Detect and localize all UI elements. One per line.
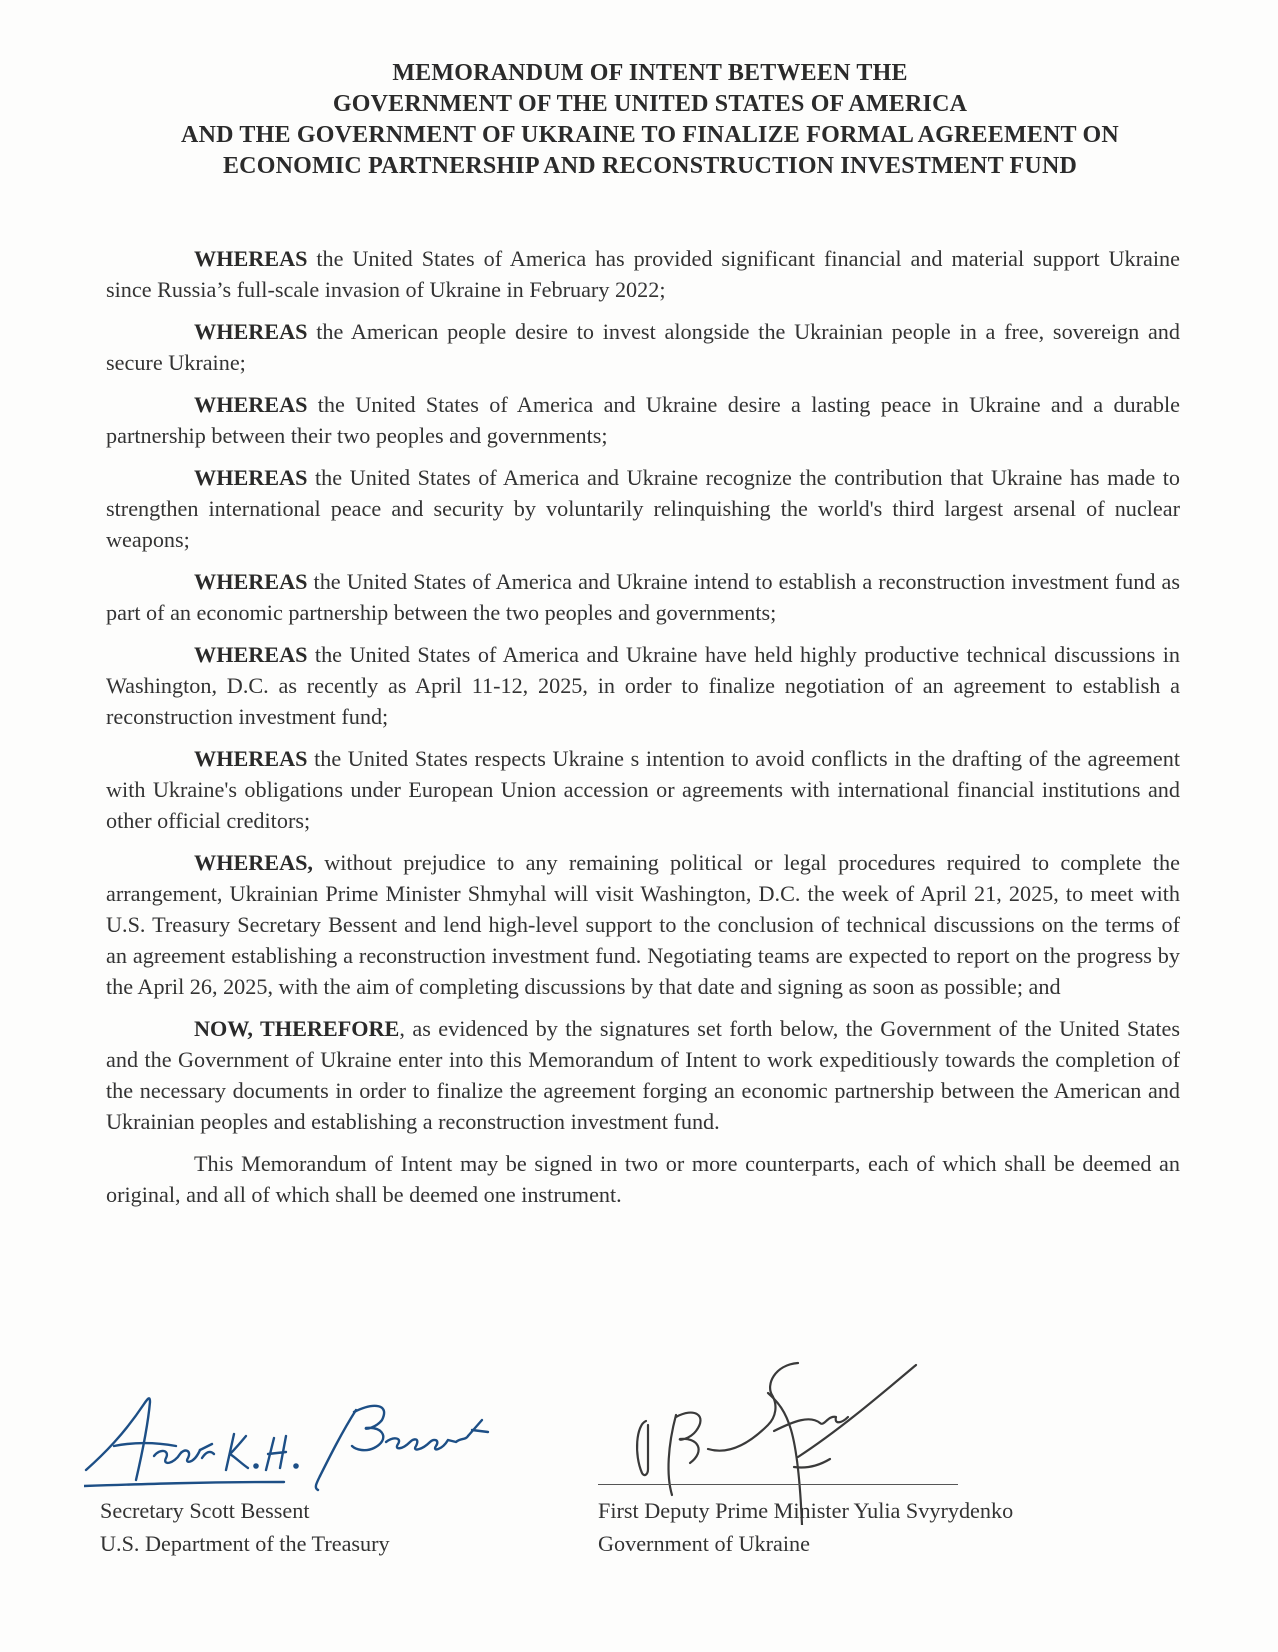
paragraph-text: This Memorandum of Intent may be signed in two or more counterparts, each of which shall be deemed an original, and all of which shall be deemed one instrument. [106,1151,1180,1207]
document-title [100,58,1200,182]
paragraph-lead: WHEREAS [194,465,308,490]
paragraph-lead: WHEREAS [194,319,308,344]
paragraph-lead: NOW, THEREFORE [194,1016,400,1041]
whereas-paragraph-2 [106,316,1180,378]
signatory-block-ukraine [598,1494,1013,1560]
now-therefore-paragraph [106,1013,1180,1137]
whereas-paragraph-3 [106,389,1180,451]
title-line-1: MEMORANDUM OF INTENT BETWEEN THE [392,60,908,86]
paragraph-text: the American people desire to invest alongside the Ukrainian people in a free, sovereign and secure Ukraine; [106,319,1180,375]
whereas-paragraph-4 [106,462,1180,555]
signatory-org-ukraine: Government of Ukraine [598,1531,810,1556]
signatory-org-us: U.S. Department of the Treasury [100,1531,390,1556]
paragraph-text: the United States respects Ukraine s intention to avoid conflicts in the drafting of the agreement with Ukraine's obligations under European Union accession or agreements with international financial institutions and other official creditors; [106,746,1180,833]
signatory-block-us [100,1494,390,1560]
paragraph-text: the United States of America and Ukraine desire a lasting peace in Ukraine and a durable partnership between their two peoples and governments; [106,392,1180,448]
document-body [106,243,1180,1221]
paragraph-text: the United States of America and Ukraine intend to establish a reconstruction investment fund as part of an economic partnership between the two peoples and governments; [106,569,1180,625]
paragraph-lead: WHEREAS [194,642,308,667]
signature-bessent [84,1384,504,1494]
signature-line-right [598,1484,958,1485]
paragraph-lead: WHEREAS, [194,850,313,875]
paragraph-lead: WHEREAS [194,246,308,271]
title-line-3: AND THE GOVERNMENT OF UKRAINE TO FINALIZE FORMAL AGREEMENT ON [181,122,1119,148]
signatory-name-us: Secretary Scott Bessent [100,1498,310,1523]
title-line-2: GOVERNMENT OF THE UNITED STATES OF AMERICA [332,91,968,117]
title-line-4: ECONOMIC PARTNERSHIP AND RECONSTRUCTION INVESTMENT FUND [222,153,1078,179]
signatory-name-ukraine: First Deputy Prime Minister Yulia Svyrydenko [598,1498,1014,1523]
whereas-paragraph-1 [106,243,1180,305]
whereas-paragraph-5 [106,566,1180,628]
paragraph-lead: WHEREAS [194,569,308,594]
paragraph-lead: WHEREAS [194,746,308,771]
paragraph-text: the United States of America and Ukraine recognize the contribution that Ukraine has made to strengthen international peace and security by voluntarily relinquishing the world's third largest arsenal of nuclear weapons; [106,465,1180,552]
counterparts-paragraph [106,1148,1180,1210]
paragraph-lead: WHEREAS [194,392,308,417]
paragraph-text: the United States of America has provided significant financial and material support Ukraine since Russia’s full-scale invasion of Ukraine in February 2022; [106,246,1180,302]
whereas-paragraph-7 [106,743,1180,836]
paragraph-text: , as evidenced by the signatures set forth below, the Government of the United States and the Government of Ukraine enter into this Memorandum of Intent to work expeditiously towards the completion of the necessary documents in order to finalize the agreement forging an economic partnership between the American and Ukrainian peoples and establishing a reconstruction investment fund. [106,1016,1180,1134]
whereas-paragraph-6 [106,639,1180,732]
whereas-paragraph-8 [106,847,1180,1002]
paragraph-text: the United States of America and Ukraine have held highly productive technical discussions in Washington, D.C. as recently as April 11-12, 2025, in order to finalize negotiation of an agreement to establish a reconstruction investment fund; [106,642,1180,729]
paragraph-text: without prejudice to any remaining political or legal procedures required to complete the arrangement, Ukrainian Prime Minister Shmyhal will visit Washington, D.C. the week of April 21, 2025, to meet with U.S. Treasury Secretary Bessent and lend high-level support to the conclusion of technical discussions on the terms of an agreement establishing a reconstruction investment fund. Negotiating teams are expected to report on the progress by the April 26, 2025, with the aim of completing discussions by that date and signing as soon as possible; and [106,850,1180,999]
